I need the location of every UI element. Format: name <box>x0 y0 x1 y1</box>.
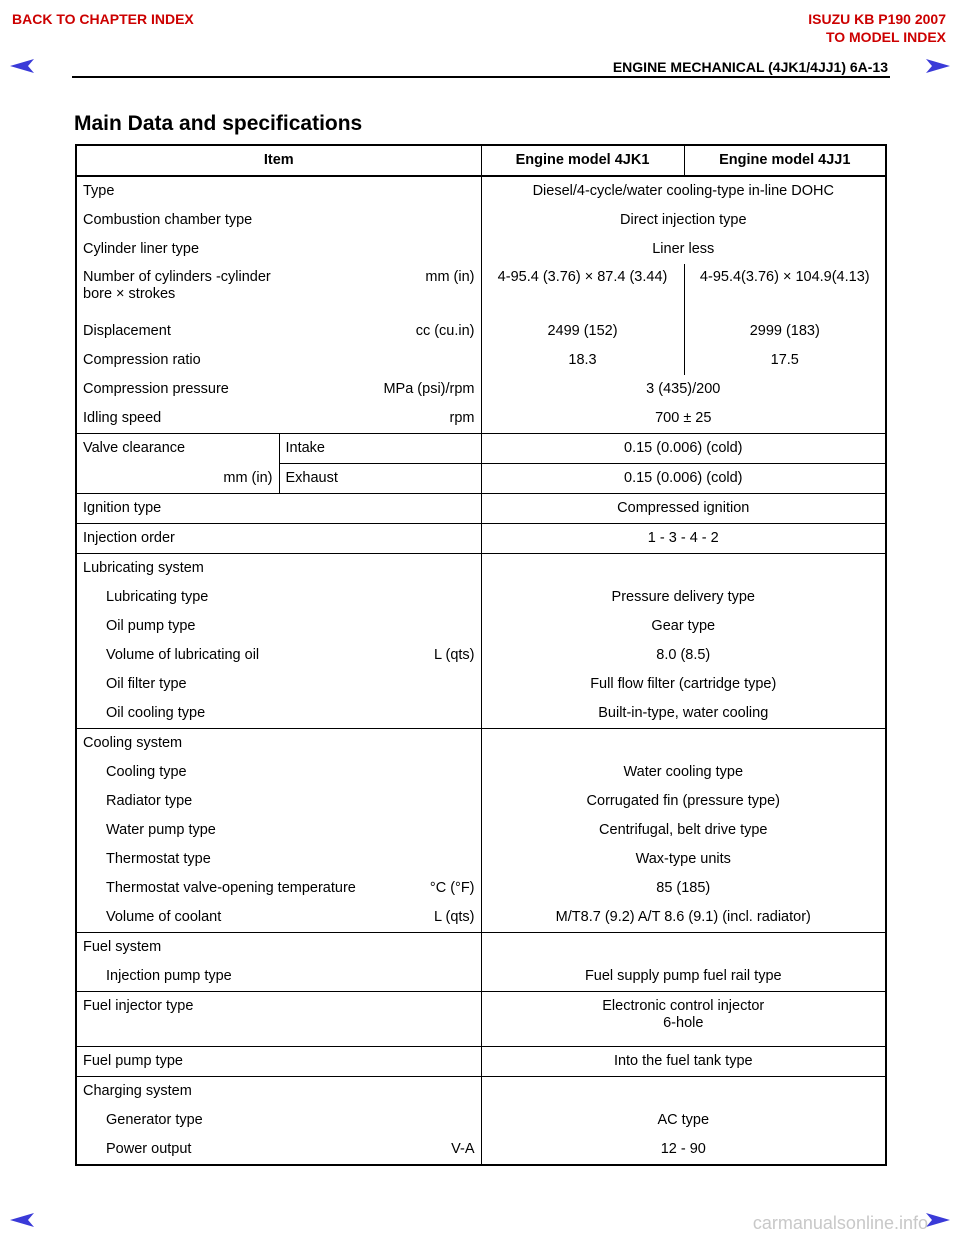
row-value: Compressed ignition <box>481 494 886 524</box>
table-row <box>76 464 886 494</box>
next-page-arrow-icon[interactable] <box>925 58 951 74</box>
table-row <box>76 375 886 404</box>
row-value <box>481 554 886 584</box>
row-unit: V-A <box>451 1141 475 1157</box>
back-to-chapter-index-link[interactable]: BACK TO CHAPTER INDEX <box>12 11 194 27</box>
row-label: Oil cooling type <box>106 705 206 721</box>
row-value: 3 (435)/200 <box>481 375 886 404</box>
table-row <box>76 1047 886 1077</box>
row-label: Combustion chamber type <box>83 212 253 228</box>
row-label: Ignition type <box>76 494 481 524</box>
table-row <box>76 404 886 434</box>
row-value: Centrifugal, belt drive type <box>481 816 886 845</box>
sub-label: Exhaust <box>279 464 481 494</box>
row-value: 85 (185) <box>481 874 886 903</box>
row-value <box>481 992 886 1047</box>
row-label <box>76 874 481 903</box>
row-value <box>481 1077 886 1107</box>
label-line-1: Number of cylinders -cylinder <box>83 269 271 285</box>
model-line-link[interactable]: ISUZU KB P190 2007 <box>808 11 946 27</box>
row-label: Injection pump type <box>106 968 232 984</box>
row-label <box>76 641 481 670</box>
row-value: Diesel/4-cycle/water cooling-type in-line DOHC <box>481 176 886 206</box>
label-text: Volume of coolant <box>106 909 222 925</box>
section-label: Fuel system <box>76 933 481 963</box>
table-row <box>76 235 886 264</box>
table-row <box>76 641 886 670</box>
row-value: Wax-type units <box>481 845 886 874</box>
row-value: Direct injection type <box>481 206 886 235</box>
section-label: Charging system <box>76 1077 481 1107</box>
table-row <box>76 962 886 992</box>
row-unit: cc (cu.in) <box>415 323 475 339</box>
table-row <box>76 317 886 346</box>
row-label: Cooling type <box>106 764 187 780</box>
row-unit: L (qts) <box>433 909 475 925</box>
header-4jj1: Engine model 4JJ1 <box>684 145 886 176</box>
row-label: Oil filter type <box>106 676 187 692</box>
row-value: 0.15 (0.006) (cold) <box>481 434 886 464</box>
label-text: Displacement <box>83 323 171 339</box>
previous-page-arrow-icon[interactable] <box>9 1212 35 1228</box>
row-label: Radiator type <box>106 793 193 809</box>
table-row <box>76 612 886 641</box>
value-4jj1: 17.5 <box>684 346 886 375</box>
label-line-2: bore × strokes <box>83 286 176 302</box>
next-page-arrow-icon[interactable] <box>925 1212 951 1228</box>
table-row <box>76 524 886 554</box>
table-row <box>76 434 886 464</box>
row-value: Water cooling type <box>481 758 886 787</box>
row-value: Gear type <box>481 612 886 641</box>
value-4jk1: 4-95.4 (3.76) × 87.4 (3.44) <box>481 264 684 317</box>
table-row <box>76 494 886 524</box>
row-label: Water pump type <box>106 822 216 838</box>
table-row <box>76 1077 886 1107</box>
table-row <box>76 554 886 584</box>
header-item: Item <box>76 145 481 176</box>
table-row <box>76 699 886 729</box>
row-value: Pressure delivery type <box>481 583 886 612</box>
table-row <box>76 583 886 612</box>
row-unit: mm (in) <box>223 469 273 486</box>
row-label: Thermostat type <box>106 851 211 867</box>
row-unit: rpm <box>449 410 475 426</box>
row-label: Injection order <box>76 524 481 554</box>
row-label <box>76 375 481 404</box>
label-text: Volume of lubricating oil <box>106 647 260 663</box>
value-4jj1: 4-95.4(3.76) × 104.9(4.13) <box>684 264 886 317</box>
value-4jk1: 2499 (152) <box>481 317 684 346</box>
value-4jk1: 18.3 <box>481 346 684 375</box>
table-row <box>76 206 886 235</box>
row-unit: L (qts) <box>433 647 475 663</box>
table-row <box>76 845 886 874</box>
row-label: Generator type <box>106 1112 203 1128</box>
label-text: Power output <box>106 1141 192 1157</box>
header-divider <box>72 76 890 78</box>
row-value: 1 - 3 - 4 - 2 <box>481 524 886 554</box>
section-label: Cooling system <box>76 729 481 759</box>
table-row <box>76 670 886 699</box>
table-row <box>76 787 886 816</box>
sub-label: Intake <box>279 434 481 464</box>
row-value: Into the fuel tank type <box>481 1047 886 1077</box>
value-line-2: 6-hole <box>663 1015 704 1031</box>
label-text: Idling speed <box>83 410 162 426</box>
previous-page-arrow-icon[interactable] <box>9 58 35 74</box>
section-label: Lubricating system <box>76 554 481 584</box>
page-header-title: ENGINE MECHANICAL (4JK1/4JJ1) 6A-13 <box>612 59 888 75</box>
to-model-index-link[interactable]: TO MODEL INDEX <box>825 29 946 45</box>
specifications-table <box>75 144 887 1166</box>
row-label: Cylinder liner type <box>83 241 200 257</box>
table-row <box>76 874 886 903</box>
table-row <box>76 1135 886 1165</box>
row-label: Valve clearance <box>76 434 279 464</box>
row-label: Fuel injector type <box>76 992 481 1047</box>
row-label <box>76 264 481 317</box>
table-row <box>76 992 886 1047</box>
row-label: Lubricating type <box>106 589 209 605</box>
row-label <box>76 1135 481 1165</box>
row-label: Fuel pump type <box>76 1047 481 1077</box>
row-value: 700 ± 25 <box>481 404 886 434</box>
row-value: 12 - 90 <box>481 1135 886 1165</box>
row-label <box>76 317 481 346</box>
row-value: 8.0 (8.5) <box>481 641 886 670</box>
row-value: Corrugated fin (pressure type) <box>481 787 886 816</box>
row-value: Built-in-type, water cooling <box>481 699 886 729</box>
table-row <box>76 933 886 963</box>
value-4jj1: 2999 (183) <box>684 317 886 346</box>
label-text: Thermostat valve-opening temperature <box>106 880 356 896</box>
header-4jk1: Engine model 4JK1 <box>481 145 684 176</box>
table-row <box>76 346 886 375</box>
table-row <box>76 729 886 759</box>
row-value: Full flow filter (cartridge type) <box>481 670 886 699</box>
row-unit: °C (°F) <box>429 880 475 896</box>
table-row <box>76 816 886 845</box>
row-label <box>76 903 481 933</box>
row-value: M/T8.7 (9.2) A/T 8.6 (9.1) (incl. radiator) <box>481 903 886 933</box>
value-line-1: Electronic control injector <box>602 998 765 1014</box>
row-unit: MPa (psi)/rpm <box>383 381 475 397</box>
watermark: carmanualsonline.info <box>752 1213 928 1233</box>
row-label <box>76 404 481 434</box>
table-row <box>76 758 886 787</box>
row-label: Type <box>83 183 115 199</box>
row-label: Compression ratio <box>83 352 201 368</box>
row-value: AC type <box>481 1106 886 1135</box>
table-row <box>76 176 886 206</box>
page-title: Main Data and specifications <box>74 112 363 135</box>
row-label: Oil pump type <box>106 618 196 634</box>
table-row <box>76 1106 886 1135</box>
table-row <box>76 903 886 933</box>
label-text: Compression pressure <box>83 381 229 397</box>
row-unit: mm (in) <box>425 269 475 285</box>
row-value: Fuel supply pump fuel rail type <box>481 962 886 992</box>
row-value <box>481 933 886 963</box>
table-row <box>76 264 886 317</box>
row-value: 0.15 (0.006) (cold) <box>481 464 886 494</box>
row-value <box>481 729 886 759</box>
row-value: Liner less <box>481 235 886 264</box>
table-header-row <box>76 145 886 176</box>
